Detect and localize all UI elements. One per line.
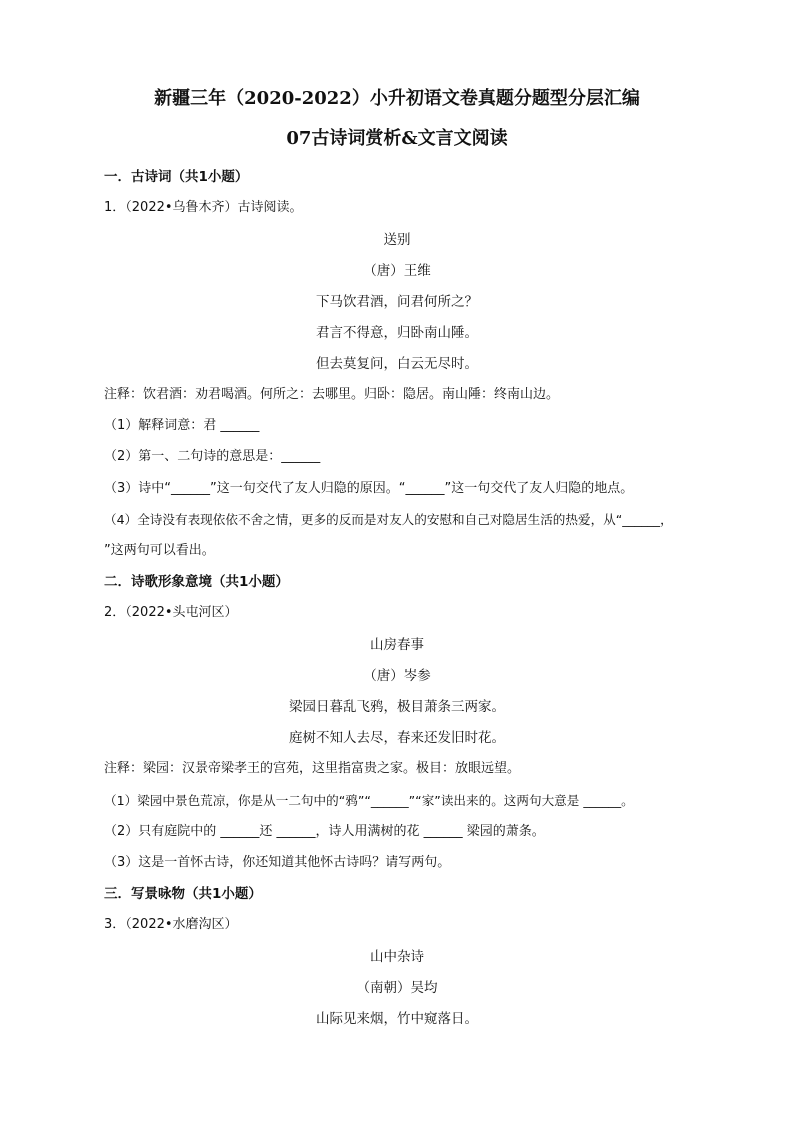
poem-1-title: 送别 xyxy=(383,232,411,248)
question-1-part-3: （3）诗中“______”这一句交代了友人归隐的原因。“______”这一句交代了友人归隐的地点。 xyxy=(104,481,634,496)
doc-title-line2: 07古诗词赏析&文言文阅读 xyxy=(286,128,508,149)
section-heading-2: 二．诗歌形象意境（共1小题） xyxy=(104,574,289,590)
poem-2-note: 注释：梁园：汉景帝梁孝王的宫苑，这里指富贵之家。极目：放眼远望。 xyxy=(104,761,521,776)
question-1-part-2: （2）第一、二句诗的意思是：______ xyxy=(104,449,321,464)
poem-2-author: （唐）岑参 xyxy=(363,668,431,684)
question-2-part-3: （3）这是一首怀古诗，你还知道其他怀古诗吗？请写两句。 xyxy=(104,855,451,870)
poem-3-line-1: 山际见来烟，竹中窥落日。 xyxy=(316,1011,478,1027)
question-3-intro: 3．（2022•水磨沟区） xyxy=(104,917,238,932)
question-1-intro: 1．（2022•乌鲁木齐）古诗阅读。 xyxy=(104,200,303,215)
poem-3-author: （南朝）吴均 xyxy=(356,980,438,996)
poem-1-note: 注释：饮君酒：劝君喝酒。何所之：去哪里。归卧：隐居。南山陲：终南山边。 xyxy=(104,387,560,402)
question-2-intro: 2．（2022•头屯河区） xyxy=(104,605,238,620)
section-heading-3: 三．写景咏物（共1小题） xyxy=(104,886,262,902)
doc-title-line1: 新疆三年（2020-2022）小升初语文卷真题分题型分层汇编 xyxy=(154,88,640,109)
question-1-part-1: （1）解释词意：君 ______ xyxy=(104,418,260,433)
poem-2-title: 山房春事 xyxy=(370,637,424,653)
poem-1-author: （唐）王维 xyxy=(363,263,431,279)
question-1-part-4: （4）全诗没有表现依依不舍之情，更多的反而是对友人的安慰和自己对隐居生活的热爱，从“______， xyxy=(104,512,673,527)
section-heading-1: 一．古诗词（共1小题） xyxy=(104,169,249,185)
poem-2-line-2: 庭树不知人去尽，春来还发旧时花。 xyxy=(289,730,505,746)
question-2-part-2: （2）只有庭院中的 ______还 ______，诗人用满树的花 ______ 梁园的萧条。 xyxy=(104,824,545,839)
question-1-part-4-cont: ”这两句可以看出。 xyxy=(104,543,215,558)
poem-1-line-1: 下马饮君酒，问君何所之？ xyxy=(316,294,478,310)
poem-3-title: 山中杂诗 xyxy=(370,949,424,965)
poem-2-line-1: 梁园日暮乱飞鸦，极目萧条三两家。 xyxy=(289,699,505,715)
poem-1-line-2: 君言不得意，归卧南山陲。 xyxy=(316,325,478,341)
poem-1-line-3: 但去莫复问，白云无尽时。 xyxy=(316,356,478,372)
question-2-part-1: （1）梁园中景色荒凉，你是从一二句中的“鸦”“______”“家”读出来的。这两句大意是 ______。 xyxy=(104,793,634,808)
